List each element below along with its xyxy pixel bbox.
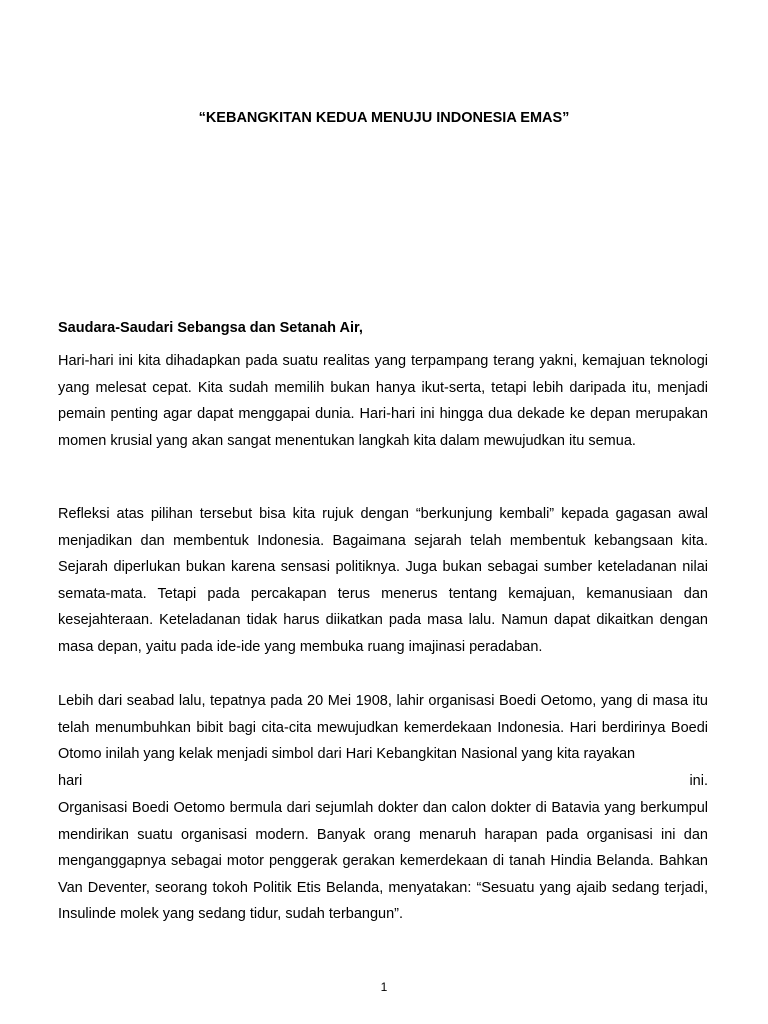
page-number: 1	[380, 980, 388, 994]
paragraph-3: Lebih dari seabad lalu, tepatnya pada 20 Mei 1908, lahir organisasi Boedi Oetomo, yang di masa itu telah menumbuhkan bibit bagi cita-cita mewujudkan kemerdekaan Indonesia. Hari berdirinya Boedi Otomo inilah yang kelak menjadi simbol dari Hari Kebangkitan Nasional yang kita rayakan	[58, 693, 708, 762]
justified-line-right: ini.	[689, 773, 708, 789]
paragraph-2: Refleksi atas pilihan tersebut bisa kita rujuk dengan “berkunjung kembali” kepada gagasan awal menjadikan dan membentuk Indonesia. Bagaimana sejarah telah membentuk kebangsaan kita. Sejarah diperlukan bukan karena sensasi politiknya. Juga bukan sebagai sumber keteladanan nilai semata-mata. Tetapi pada percakapan terus menerus tentang kemajuan, kemanusiaan dan kesejahteraan. Keteladanan tidak harus diikatkan pada masa lalu. Namun dapat dikaitkan dengan masa depan, yaitu pada ide-ide yang membuka ruang imajinasi peradaban.	[58, 506, 708, 655]
justified-line-left: hari	[58, 773, 83, 789]
paragraph-4: Organisasi Boedi Oetomo bermula dari sejumlah dokter dan calon dokter di Batavia yang berkumpul mendirikan suatu organisasi modern. Banyak orang menaruh harapan pada organisasi ini dan menganggapnya sebagai motor penggerak gerakan kemerdekaan di tanah Hindia Belanda. Bahkan Van Deventer, seorang tokoh Politik Etis Belanda, menyatakan: “Sesuatu yang ajaib sedang terjadi, Insulinde molek yang sedang tidur, sudah terbangun”.	[58, 800, 708, 922]
paragraph-1: Hari-hari ini kita dihadapkan pada suatu realitas yang terpampang terang yakni, kemajuan teknologi yang melesat cepat. Kita sudah memilih bukan hanya ikut-serta, tetapi lebih daripada itu, menjadi pemain penting agar dapat menggapai dunia. Hari-hari ini hingga dua dekade ke depan merupakan momen krusial yang akan sangat menentukan langkah kita dalam mewujudkan itu semua.	[58, 353, 708, 449]
justified-line	[58, 768, 708, 795]
document-title: “KEBANGKITAN KEDUA MENUJU INDONESIA EMAS”	[198, 110, 570, 126]
salutation: Saudara-Saudari Sebangsa dan Setanah Air,	[58, 320, 363, 336]
